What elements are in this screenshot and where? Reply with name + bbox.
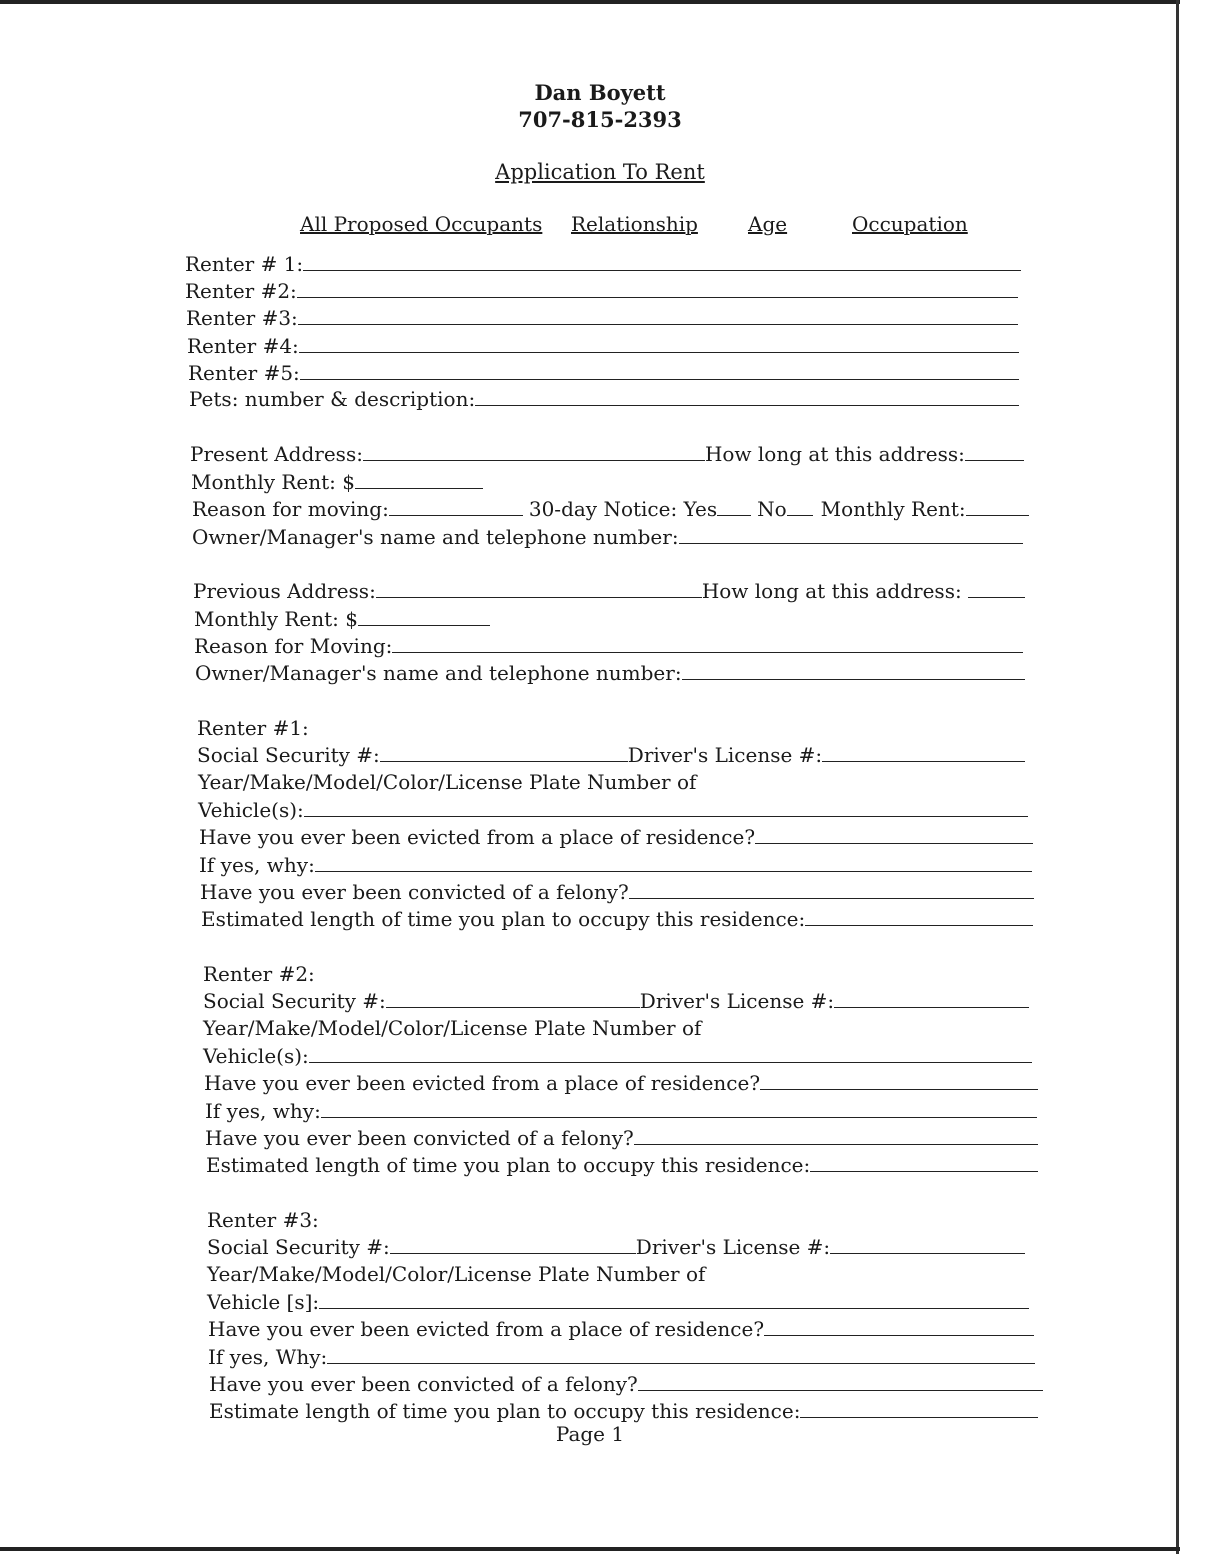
renter3-ssn-label: Social Security #: [207,1235,390,1259]
pets-label: Pets: number & description: [189,387,476,411]
renter-1-row [185,248,1021,274]
notice-yes-label: 30-day Notice: Yes [528,497,718,521]
renter1-ssn-row [197,739,1025,765]
renter1-why-label: If yes, why: [199,853,315,877]
renter1-heading-row [197,712,309,738]
renter1-length-label: Estimated length of time you plan to occupy this residence: [201,907,806,931]
notice-no-label: No [757,497,787,521]
renter-1-label: Renter # 1: [185,252,304,276]
page-edge-bottom [0,1547,1180,1551]
renter3-ssn-field[interactable] [390,1253,636,1254]
renter3-length-field[interactable] [800,1417,1038,1418]
renter2-why-field[interactable] [321,1117,1037,1118]
renter2-length-label: Estimated length of time you plan to occupy this residence: [206,1153,811,1177]
renter1-evicted-label: Have you ever been evicted from a place of residence? [199,825,756,849]
previous-owner-row [195,657,1025,683]
renter2-vehicle-row-1 [203,1012,701,1038]
renter-3-field[interactable] [298,324,1018,325]
renter2-ssn-field[interactable] [386,1007,640,1008]
renter3-felony-field[interactable] [638,1390,1043,1391]
renter1-why-row [199,849,1032,875]
renter2-vehicle-row-2 [203,1040,1032,1066]
renter-2-row [185,275,1018,301]
renter1-evicted-field[interactable] [755,843,1033,844]
previous-address-row [193,575,1025,601]
renter1-vehicle-row-2 [198,794,1028,820]
previous-rent-label: Monthly Rent: $ [194,607,359,631]
previous-how-long-label: How long at this address: [701,579,962,603]
renter3-vehicle-label-1: Year/Make/Model/Color/License Plate Number of [207,1262,706,1286]
renter2-dl-field[interactable] [834,1007,1029,1008]
renter1-felony-row [200,876,1034,902]
form-title [0,160,1200,184]
present-address-field[interactable] [363,460,705,461]
present-monthly-rent-field[interactable] [966,515,1029,516]
present-reason-row [192,493,1029,519]
previous-reason-row [194,630,1023,656]
column-header-age: Age [748,212,788,236]
renter2-heading-row [203,958,315,984]
renter1-length-field[interactable] [805,925,1033,926]
page-number: Page 1 [555,1422,625,1446]
previous-owner-label: Owner/Manager's name and telephone number: [195,661,682,685]
renter1-length-row [201,903,1033,929]
present-owner-label: Owner/Manager's name and telephone number: [192,525,679,549]
renter3-evicted-row [208,1313,1034,1339]
renter2-evicted-field[interactable] [760,1089,1038,1090]
renter-4-row [187,330,1019,356]
renter1-felony-label: Have you ever been convicted of a felony? [200,880,629,904]
renter2-felony-field[interactable] [634,1144,1038,1145]
renter1-vehicle-label-2: Vehicle(s): [198,798,304,822]
renter2-evicted-label: Have you ever been evicted from a place of residence? [204,1071,761,1095]
renter3-vehicle-field[interactable] [319,1308,1029,1309]
previous-owner-field[interactable] [682,679,1025,680]
renter3-evicted-label: Have you ever been evicted from a place of residence? [208,1317,765,1341]
renter-2-label: Renter #2: [185,279,297,303]
form-title-text: Application To Rent [495,160,705,184]
renter3-why-label: If yes, Why: [208,1345,328,1369]
renter1-felony-field[interactable] [629,898,1034,899]
renter2-felony-row [205,1122,1038,1148]
renter2-ssn-row [203,985,1029,1011]
previous-address-field[interactable] [376,597,702,598]
renter1-why-field[interactable] [315,871,1032,872]
present-rent-field[interactable] [355,488,483,489]
notice-no-field[interactable] [787,515,813,516]
renter3-why-row [208,1341,1035,1367]
renter1-dl-label: Driver's License #: [627,743,823,767]
renter1-vehicle-label-1: Year/Make/Model/Color/License Plate Number of [198,770,697,794]
renter3-felony-row [209,1368,1043,1394]
renter2-why-row [205,1095,1037,1121]
renter1-dl-field[interactable] [822,761,1025,762]
notice-yes-field[interactable] [717,515,751,516]
present-owner-row [192,521,1023,547]
renter2-heading: Renter #2: [203,962,315,986]
renter-4-label: Renter #4: [187,334,299,358]
renter-4-field[interactable] [299,352,1019,353]
present-reason-field[interactable] [389,515,523,516]
renter-3-row [186,302,1018,328]
renter1-ssn-field[interactable] [380,761,628,762]
renter2-felony-label: Have you ever been convicted of a felony? [205,1126,634,1150]
renter3-evicted-field[interactable] [764,1335,1034,1336]
present-rent-label: Monthly Rent: $ [191,470,356,494]
pets-field[interactable] [475,405,1019,406]
renter3-ssn-row [207,1231,1025,1257]
renter1-heading: Renter #1: [197,716,309,740]
renter-5-label: Renter #5: [188,361,300,385]
renter3-dl-field[interactable] [830,1253,1025,1254]
previous-reason-label: Reason for Moving: [194,634,393,658]
present-address-label: Present Address: [190,442,363,466]
previous-reason-field[interactable] [392,652,1023,653]
column-header-occupants: All Proposed Occupants [300,212,543,236]
column-header-occupation: Occupation [852,212,968,236]
renter3-why-field[interactable] [327,1363,1035,1364]
present-how-long-label: How long at this address: [704,442,965,466]
page-edge-right [1176,0,1179,1554]
present-owner-field[interactable] [679,543,1023,544]
landlord-phone: 707-815-2393 [518,107,682,132]
landlord-name: Dan Boyett [534,80,666,105]
present-reason-label: Reason for moving: [192,497,389,521]
renter3-dl-label: Driver's License #: [635,1235,831,1259]
renter2-ssn-label: Social Security #: [203,989,386,1013]
present-rent-row [191,466,491,492]
renter1-vehicle-row-1 [198,766,696,792]
renter3-length-row [209,1395,1038,1421]
renter-2-field[interactable] [297,297,1018,298]
renter2-vehicle-label-1: Year/Make/Model/Color/License Plate Number of [203,1016,702,1040]
pets-row [189,383,1019,409]
renter2-dl-label: Driver's License #: [639,989,835,1013]
renter1-vehicle-field[interactable] [304,816,1028,817]
renter2-evicted-row [204,1067,1038,1093]
column-header-relationship: Relationship [571,212,698,236]
renter3-vehicle-row-1 [207,1258,705,1284]
renter-1-field[interactable] [303,270,1021,271]
previous-address-label: Previous Address: [193,579,376,603]
renter3-vehicle-row-2 [207,1286,1029,1312]
renter3-heading: Renter #3: [207,1208,319,1232]
renter1-ssn-label: Social Security #: [197,743,380,767]
previous-how-long-field[interactable] [968,597,1025,598]
previous-rent-row [194,603,490,629]
renter2-length-row [206,1149,1038,1175]
renter1-evicted-row [199,821,1033,847]
renter2-why-label: If yes, why: [205,1099,321,1123]
renter3-length-label: Estimate length of time you plan to occupy this residence: [209,1399,801,1423]
renter2-vehicle-field[interactable] [309,1062,1032,1063]
present-address-row [190,438,1024,464]
renter-5-row [188,357,1019,383]
renter2-vehicle-label-2: Vehicle(s): [203,1044,309,1068]
present-how-long-field[interactable] [965,460,1024,461]
present-monthly-rent-label: Monthly Rent: [820,497,966,521]
renter-5-field[interactable] [300,379,1019,380]
renter-3-label: Renter #3: [186,306,298,330]
previous-rent-field[interactable] [358,625,490,626]
renter3-vehicle-label-2: Vehicle [s]: [207,1290,320,1314]
renter3-heading-row [207,1204,319,1230]
page-edge-top [0,0,1180,4]
renter3-felony-label: Have you ever been convicted of a felony? [209,1372,638,1396]
renter2-length-field[interactable] [810,1171,1038,1172]
